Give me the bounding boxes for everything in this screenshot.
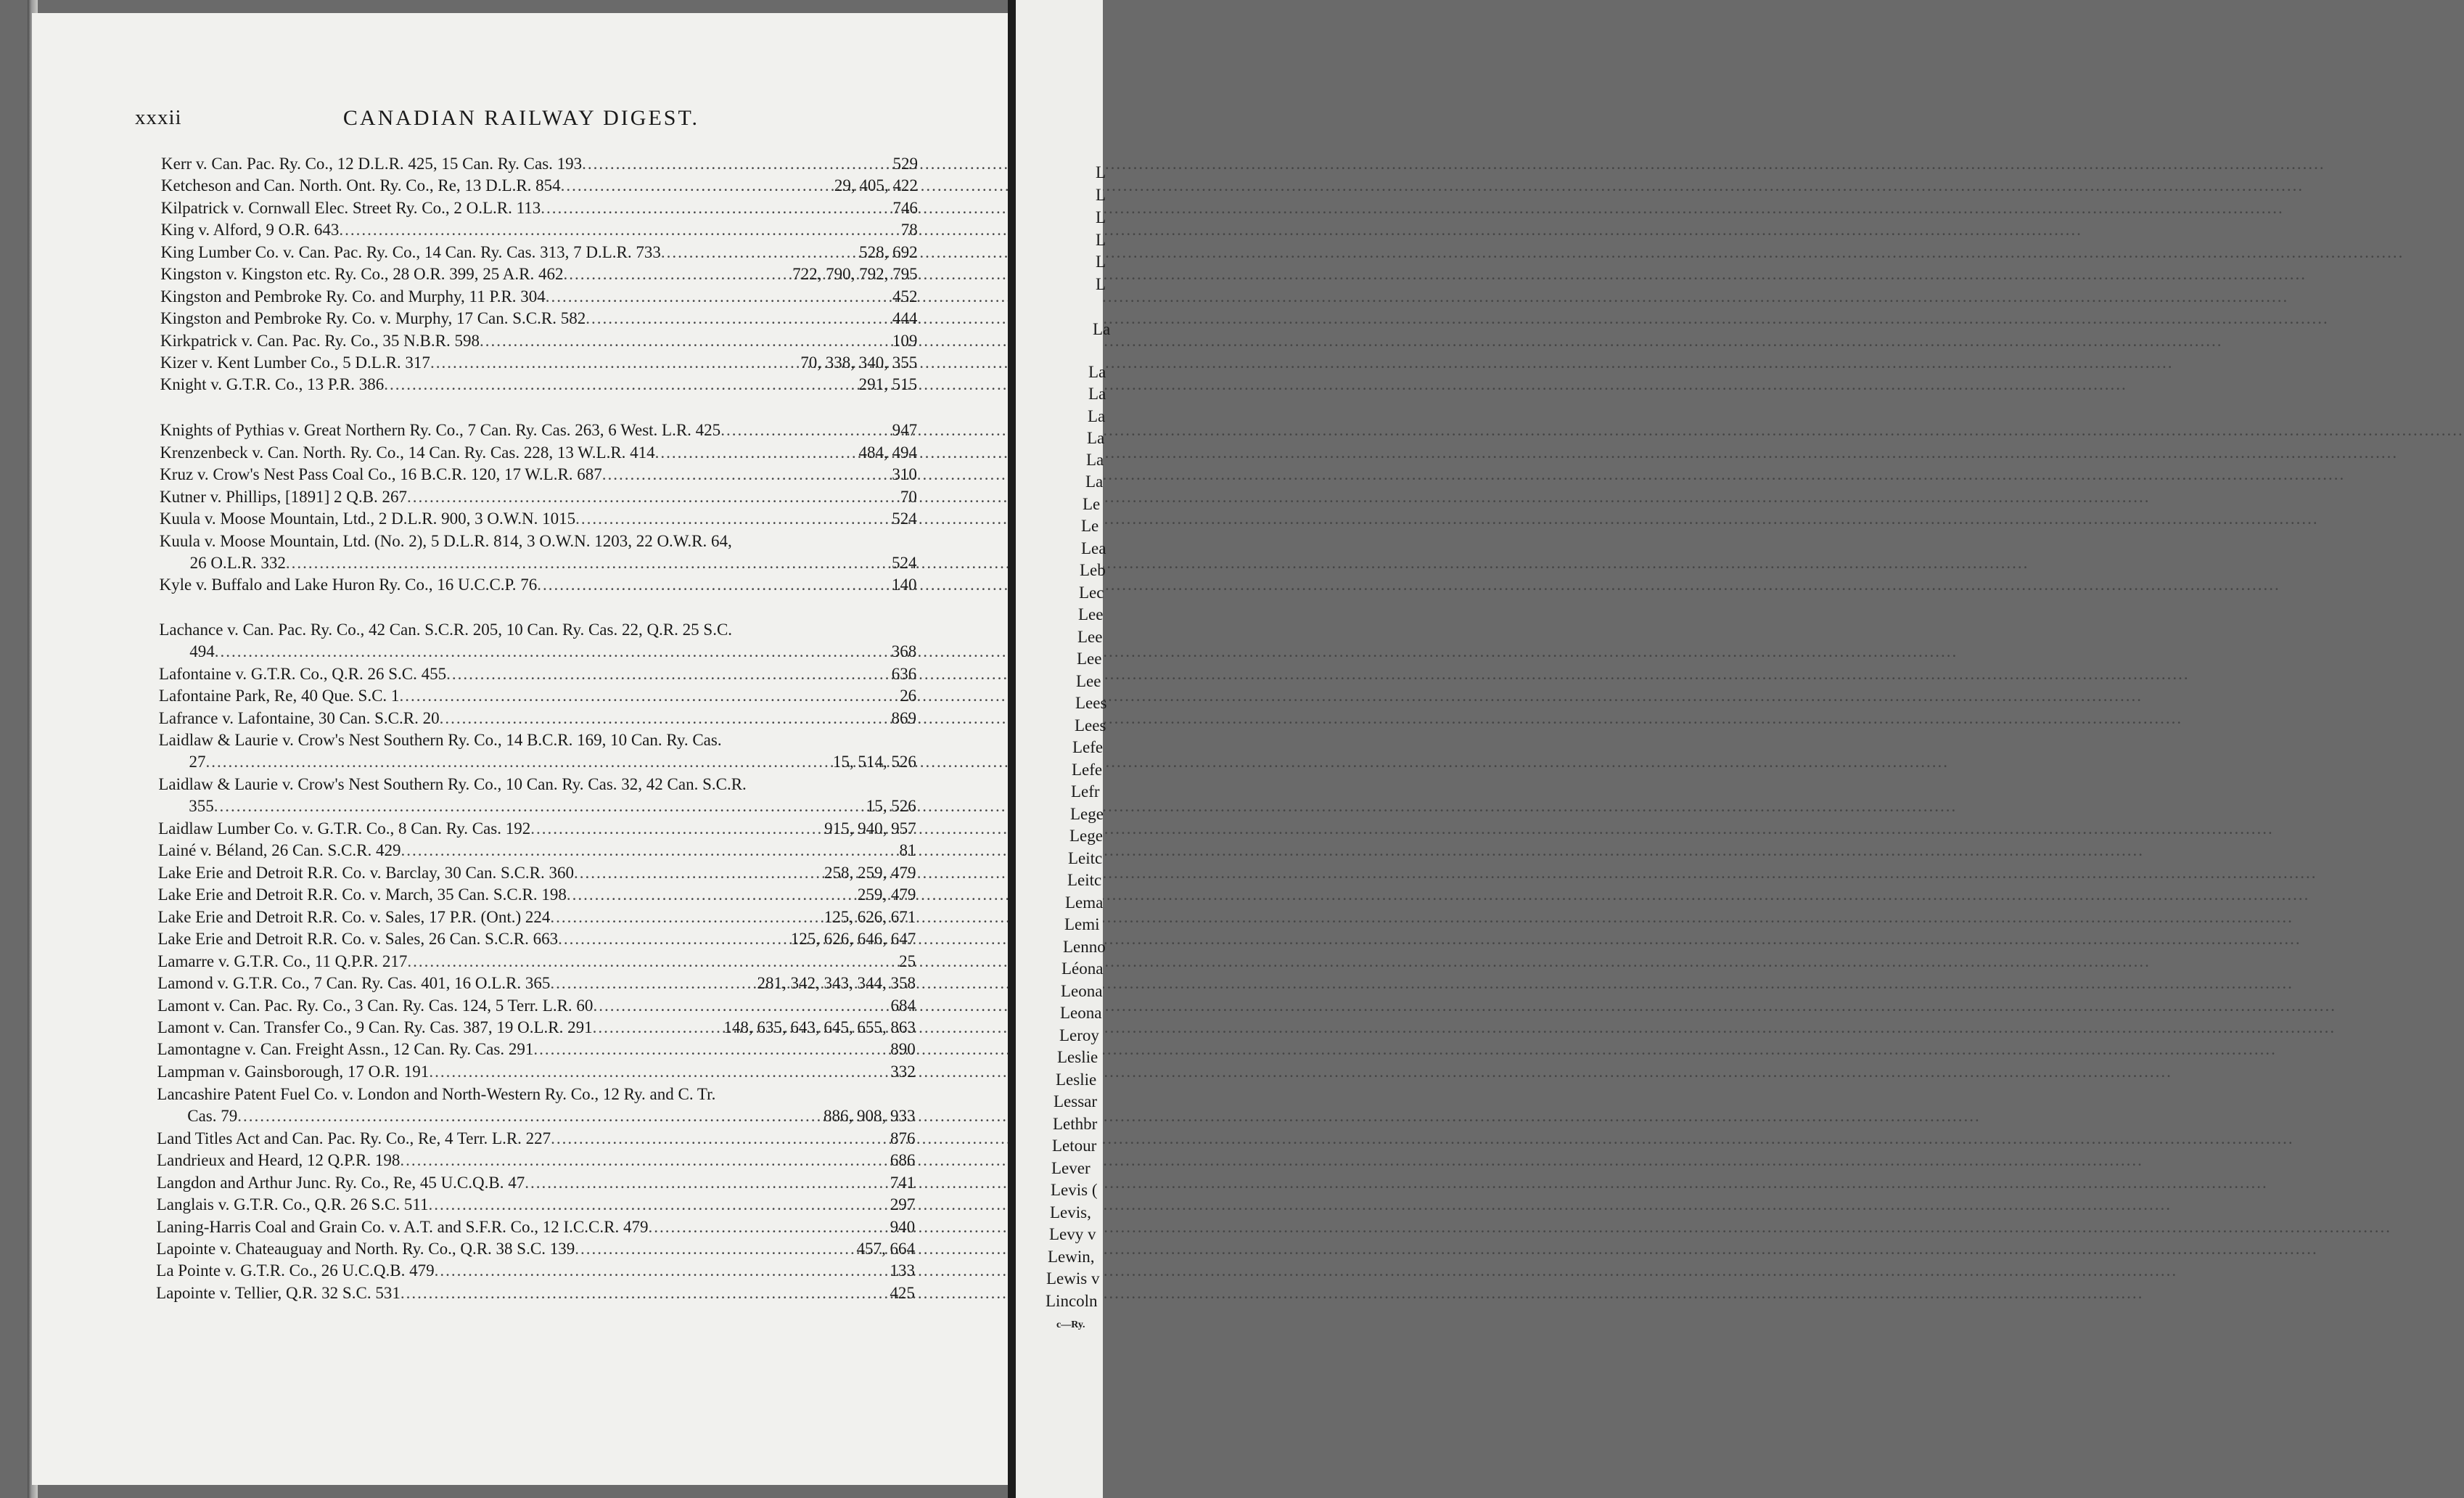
facing-page-line: Le <box>1083 495 1101 513</box>
page-number: xxxii <box>135 106 182 129</box>
entry-page-references: 368 <box>891 642 917 660</box>
entry-page-references: 281, 342, 343, 344, 358 <box>757 974 916 992</box>
book-page <box>32 13 1008 1485</box>
dot-leader <box>575 509 892 529</box>
entry-page-references: 258, 259, 479 <box>824 864 916 882</box>
index-entry <box>159 708 916 729</box>
entry-page-references: 15, 514, 526 <box>832 753 916 771</box>
dot-leader <box>399 686 900 706</box>
entry-citation: Laidlaw Lumber Co. v. G.T.R. Co., 8 Can. Ry. Cas. 192 <box>158 819 531 838</box>
dot-leader <box>567 885 858 905</box>
entry-page-references: 484, 494 <box>858 443 917 462</box>
facing-page-line: L <box>1096 275 1106 293</box>
entry-citation: Lake Erie and Detroit R.R. Co. v. Barclay, 30 Can. S.C.R. 360 <box>157 864 574 882</box>
facing-page-line: Levis, <box>1050 1203 1091 1221</box>
facing-page <box>1016 0 1111 1498</box>
facing-page-line: Lea <box>1081 539 1106 557</box>
entry-page-references: 722, 790, 792, 795 <box>792 265 918 283</box>
facing-page-line: Lever <box>1051 1159 1091 1177</box>
entry-citation: Lamarre v. G.T.R. Co., 11 Q.P.R. 217 <box>157 952 408 970</box>
facing-page-line: La <box>1085 472 1104 491</box>
index-entry <box>158 819 916 839</box>
entry-citation: 27 <box>189 753 206 771</box>
entry-citation: Laidlaw & Laurie v. Crow's Nest Southern Ry. Co., 10 Can. Ry. Cas. 32, 42 Can. S.C.R. <box>158 775 747 793</box>
entry-citation: Lake Erie and Detroit R.R. Co. v. Sales, 26 Can. S.C.R. 663 <box>157 930 559 948</box>
facing-page-line: Lenno <box>1063 938 1106 956</box>
facing-page-line: La <box>1093 320 1111 338</box>
entry-page-references: 524 <box>892 509 917 528</box>
facing-page-line: L <box>1096 253 1106 271</box>
entry-citation: Lafontaine v. G.T.R. Co., Q.R. 26 S.C. 455 <box>159 665 447 683</box>
entry-page-references: 310 <box>892 465 917 483</box>
dot-leader <box>286 553 892 573</box>
index-entry <box>159 620 916 640</box>
running-title: CANADIAN RAILWAY DIGEST. <box>342 106 700 130</box>
dot-leader <box>440 708 892 729</box>
entry-citation: Lafontaine Park, Re, 40 Que. S.C. 1 <box>158 687 400 705</box>
entry-citation: Lamond v. G.T.R. Co., 7 Can. Ry. Cas. 401, 16 O.L.R. 365 <box>157 974 551 992</box>
entry-citation: Landrieux and Heard, 12 Q.P.R. 198 <box>156 1151 401 1169</box>
facing-page-line: La <box>1088 407 1106 425</box>
dot-leader <box>435 1261 890 1281</box>
facing-page-line: Leitc <box>1067 871 1102 889</box>
dot-leader <box>558 929 791 949</box>
index-entry <box>160 331 917 351</box>
dot-leader <box>407 951 899 972</box>
entry-page-references: 425 <box>890 1284 915 1302</box>
dot-leader <box>655 443 859 463</box>
entry-citation: Kizer v. Kent Lumber Co., 5 D.L.R. 317 <box>160 353 430 372</box>
dot-leader <box>563 264 792 285</box>
dot-leader <box>401 1283 890 1303</box>
entry-citation: Lamont v. Can. Transfer Co., 9 Can. Ry. Cas. 387, 19 O.L.R. 291 <box>157 1018 593 1036</box>
dot-leader <box>525 1173 890 1193</box>
index-entry <box>157 929 916 949</box>
entry-citation: Ketcheson and Can. North. Ont. Ry. Co., Re, 13 D.L.R. 854 <box>160 176 561 195</box>
entry-citation: Lapointe v. Tellier, Q.R. 32 S.C. 531 <box>156 1284 401 1302</box>
entry-page-references: 452 <box>892 287 918 306</box>
dot-leader <box>550 907 824 928</box>
dot-leader <box>400 1150 890 1171</box>
entry-citation: Lancashire Patent Fuel Co. v. London and North-Western Ry. Co., 12 Ry. and C. Tr. <box>157 1085 716 1103</box>
entry-citation: Lainé v. Béland, 26 Can. S.C.R. 429 <box>157 841 401 859</box>
dot-leader <box>480 331 892 351</box>
entry-citation: Lake Erie and Detroit R.R. Co. v. March, 35 Can. S.C.R. 198 <box>157 885 567 904</box>
index-entry <box>158 907 916 928</box>
index-entry <box>157 1062 916 1082</box>
entry-page-references: 528, 692 <box>859 243 918 261</box>
entry-citation: Cas. 79 <box>187 1107 238 1125</box>
entry-page-references: 291, 515 <box>858 375 918 393</box>
index-entry <box>187 1106 915 1126</box>
entry-page-references: 741 <box>890 1174 916 1192</box>
entry-page-references: 947 <box>892 421 918 439</box>
facing-page-line: Leitc <box>1068 849 1103 867</box>
facing-page-line: L <box>1096 231 1106 249</box>
dot-leader <box>430 353 800 373</box>
index-entry <box>160 308 917 329</box>
facing-page-line: Lema <box>1065 893 1104 912</box>
dot-leader <box>546 287 892 307</box>
entry-citation: Land Titles Act and Can. Pac. Ry. Co., Re, 4 Terr. L.R. 227 <box>157 1129 551 1147</box>
entry-citation: Lake Erie and Detroit R.R. Co. v. Sales, 17 P.R. (Ont.) 224 <box>157 908 551 926</box>
index-entry <box>161 154 918 174</box>
dot-leader <box>574 863 824 883</box>
facing-page-line: Letour <box>1052 1137 1097 1155</box>
entry-page-references: 915, 940, 957 <box>824 819 916 838</box>
facing-page-lines <box>1016 0 1111 1498</box>
index-entry <box>160 464 917 485</box>
entry-citation: Laidlaw & Laurie v. Crow's Nest Southern Ry. Co., 14 B.C.R. 169, 10 Can. Ry. Cas. <box>158 731 722 749</box>
dot-leader <box>541 198 892 218</box>
dot-leader <box>720 420 892 441</box>
entry-citation: King Lumber Co. v. Can. Pac. Ry. Co., 14 Can. Ry. Cas. 313, 7 D.L.R. 733 <box>160 243 661 261</box>
index-entry <box>158 885 916 905</box>
facing-page-line: La <box>1088 385 1106 403</box>
dot-leader <box>561 176 834 196</box>
index-entry <box>160 443 917 463</box>
entry-page-references: 26 <box>900 687 917 705</box>
entry-page-references: 70, 338, 340, 355 <box>800 353 918 372</box>
entry-citation: Lamontagne v. Can. Freight Assn., 12 Can. Ry. Cas. 291 <box>157 1040 534 1058</box>
entry-page-references: 25 <box>899 952 916 970</box>
entry-page-references: 940 <box>890 1218 916 1236</box>
entry-page-references: 140 <box>891 576 917 594</box>
index-entries <box>32 13 1008 1485</box>
index-entry <box>157 1217 916 1237</box>
dot-leader <box>384 374 858 395</box>
facing-page-line: L <box>1096 163 1106 181</box>
dot-leader <box>215 642 892 662</box>
dot-leader <box>602 464 892 485</box>
dot-leader <box>550 973 757 994</box>
index-entry <box>161 176 918 196</box>
entry-citation: Lampman v. Gainsborough, 17 O.R. 191 <box>157 1063 430 1081</box>
entry-page-references: 332 <box>890 1063 916 1081</box>
facing-page-line: Lewin, <box>1048 1248 1095 1266</box>
index-entry <box>157 1084 915 1105</box>
index-entry <box>160 487 917 507</box>
dot-leader <box>575 1239 856 1259</box>
facing-page-line: Lincoln <box>1046 1292 1098 1310</box>
dot-leader <box>429 1195 890 1215</box>
facing-page-line: Leslie <box>1056 1071 1097 1089</box>
entry-page-references: 457, 664 <box>856 1240 916 1258</box>
facing-page-line: Lege <box>1070 805 1104 823</box>
entry-page-references: 890 <box>890 1040 916 1058</box>
index-entry <box>159 575 916 595</box>
index-entry <box>157 973 916 994</box>
facing-page-line: Lees <box>1075 694 1107 712</box>
entry-page-references: 529 <box>892 155 918 173</box>
entry-citation: Kirkpatrick v. Can. Pac. Ry. Co., 35 N.B.R. 598 <box>160 332 480 350</box>
entry-page-references: 29, 405, 422 <box>834 176 918 195</box>
facing-page-line: Lees <box>1075 716 1106 734</box>
dot-leader <box>530 819 824 839</box>
dot-leader <box>593 1018 724 1038</box>
index-entry <box>157 951 916 972</box>
dot-leader <box>551 1129 890 1149</box>
facing-page-line: Lessar <box>1054 1092 1098 1110</box>
facing-page-line: Leona <box>1060 1004 1102 1022</box>
entry-citation: Lamont v. Can. Pac. Ry. Co., 3 Can. Ry. Cas. 124, 5 Terr. L.R. 60 <box>157 996 594 1015</box>
facing-page-line: Leona <box>1061 982 1103 1000</box>
entry-citation: Kilpatrick v. Cornwall Elec. Street Ry. Co., 2 O.L.R. 113 <box>160 199 541 217</box>
dot-leader <box>339 220 900 240</box>
index-entry <box>160 531 917 552</box>
entry-page-references: 15, 526 <box>866 797 916 815</box>
facing-page-line: Le <box>1081 517 1099 535</box>
facing-page-line: L <box>1096 208 1106 226</box>
facing-page-line: Lefe <box>1072 761 1103 779</box>
facing-page-line: Leroy <box>1059 1026 1099 1044</box>
index-entry <box>156 1261 915 1281</box>
dot-leader <box>586 308 892 329</box>
entry-page-references: 125, 626, 671 <box>824 908 916 926</box>
facing-page-line: Lefe <box>1072 738 1104 756</box>
facing-page-line: Lemi <box>1064 915 1100 933</box>
index-entry <box>159 686 916 706</box>
index-entry <box>161 198 918 218</box>
entry-page-references: 636 <box>891 665 917 683</box>
entry-page-references: 746 <box>892 199 918 217</box>
entry-page-references: 686 <box>890 1151 916 1169</box>
entry-page-references: 70 <box>900 488 917 506</box>
index-entry <box>160 420 917 441</box>
entry-citation: Langlais v. G.T.R. Co., Q.R. 26 S.C. 511 <box>156 1195 429 1213</box>
entry-citation: Kingston v. Kingston etc. Ry. Co., 28 O.R. 399, 25 A.R. 462 <box>160 265 564 283</box>
index-entry <box>157 996 916 1016</box>
entry-citation: Kuula v. Moose Mountain, Ltd. (No. 2), 5 D.L.R. 814, 3 O.W.N. 1203, 22 O.W.R. 64, <box>159 532 732 550</box>
index-entry <box>157 1018 916 1038</box>
facing-page-line: La <box>1086 451 1104 469</box>
index-entry <box>158 840 916 861</box>
entry-citation: 494 <box>189 642 215 660</box>
entry-page-references: 869 <box>891 709 917 727</box>
entry-page-references: 109 <box>892 332 918 350</box>
facing-page-line: Lee <box>1077 650 1102 668</box>
dot-leader <box>593 996 890 1016</box>
index-entry <box>159 730 916 750</box>
facing-page-line: Lee <box>1076 672 1101 690</box>
index-entry <box>160 509 917 529</box>
facing-page-line: Léona <box>1061 959 1104 978</box>
entry-citation: Krenzenbeck v. Can. North. Ry. Co., 14 Can. Ry. Cas. 228, 13 W.L.R. 414 <box>160 443 655 462</box>
index-entry <box>161 220 918 240</box>
index-entry <box>156 1239 915 1259</box>
entry-citation: Kerr v. Can. Pac. Ry. Co., 12 D.L.R. 425, 15 Can. Ry. Cas. 193 <box>161 155 583 173</box>
entry-citation: Kingston and Pembroke Ry. Co. v. Murphy, 17 Can. S.C.R. 582 <box>160 309 586 327</box>
facing-page-line: Leb <box>1080 561 1106 579</box>
index-entry <box>160 353 918 373</box>
entry-citation: 26 O.L.R. 332 <box>189 554 286 572</box>
entry-citation: Kutner v. Phillips, [1891] 2 Q.B. 267 <box>160 488 407 506</box>
page-header <box>135 106 908 135</box>
index-entry <box>157 1173 915 1193</box>
facing-page-line: La <box>1087 429 1105 447</box>
index-entry <box>189 752 916 772</box>
index-entry <box>156 1283 915 1303</box>
index-entry <box>159 664 916 684</box>
dot-leader <box>533 1039 890 1060</box>
facing-page-line: Lefr <box>1071 782 1100 801</box>
facing-page-line: Lec <box>1079 584 1104 602</box>
index-entry <box>158 774 916 795</box>
facing-page-line: Levy v <box>1049 1225 1096 1243</box>
dot-leader <box>407 487 900 507</box>
dot-leader <box>537 575 892 595</box>
entry-page-references: 886, 908, 933 <box>824 1107 916 1125</box>
dot-leader <box>206 752 833 772</box>
entry-citation: Knights of Pythias v. Great Northern Ry. Co., 7 Can. Ry. Cas. 263, 6 West. L.R. 425 <box>160 421 721 439</box>
entry-page-references: 259, 479 <box>857 885 916 904</box>
entry-page-references: 148, 635, 643, 645, 655, 863 <box>723 1018 916 1036</box>
entry-page-references: 444 <box>892 309 918 327</box>
index-entry <box>157 1150 915 1171</box>
entry-citation: Kruz v. Crow's Nest Pass Coal Co., 16 B.C.R. 120, 17 W.L.R. 687 <box>160 465 602 483</box>
entry-citation: Knight v. G.T.R. Co., 13 P.R. 386 <box>160 375 385 393</box>
entry-citation: Kuula v. Moose Mountain, Ltd., 2 D.L.R. 900, 3 O.W.N. 1015 <box>159 509 576 528</box>
entry-page-references: 524 <box>892 554 917 572</box>
entry-page-references: 125, 626, 646, 647 <box>790 930 916 948</box>
index-entry <box>160 374 918 395</box>
dot-leader <box>582 154 892 174</box>
dot-leader <box>237 1106 824 1126</box>
entry-citation: Kyle v. Buffalo and Lake Huron Ry. Co., 16 U.C.C.P. 76 <box>159 576 538 594</box>
entry-citation: 355 <box>189 797 214 815</box>
entry-citation: Lafrance v. Lafontaine, 30 Can. S.C.R. 20 <box>158 709 440 727</box>
entry-citation: Kingston and Pembroke Ry. Co. and Murphy, 11 P.R. 304 <box>160 287 546 306</box>
facing-page-line: Leslie <box>1057 1048 1098 1066</box>
entry-page-references: 133 <box>890 1261 915 1280</box>
dot-leader <box>214 796 866 816</box>
index-entry <box>157 1039 916 1060</box>
index-entry <box>160 287 917 307</box>
dot-leader <box>429 1062 890 1082</box>
facing-page-line: L <box>1096 186 1106 204</box>
facing-page-line: La <box>1088 363 1106 381</box>
index-entry <box>189 642 916 662</box>
index-entry <box>160 264 917 285</box>
dot-leader <box>446 664 892 684</box>
entry-citation: La Pointe v. G.T.R. Co., 26 U.C.Q.B. 479 <box>156 1261 435 1280</box>
index-entry <box>157 1129 915 1149</box>
entry-citation: King v. Alford, 9 O.R. 643 <box>160 221 340 239</box>
index-entry <box>190 553 917 573</box>
facing-page-line: Levis ( <box>1051 1181 1098 1199</box>
index-entry <box>158 863 916 883</box>
index-entry <box>189 796 916 816</box>
facing-page-line: Lewis v <box>1046 1269 1100 1288</box>
dot-leader <box>661 242 859 263</box>
facing-page-line: Lege <box>1069 827 1103 845</box>
signature-note: c—Ry. <box>1056 1319 1085 1330</box>
index-entry <box>160 242 917 263</box>
entry-page-references: 297 <box>890 1195 916 1213</box>
entry-page-references: 81 <box>899 841 916 859</box>
entry-page-references: 876 <box>890 1129 916 1147</box>
index-entry <box>157 1195 916 1215</box>
dot-leader <box>648 1217 890 1237</box>
facing-page-line: Lethbr <box>1053 1115 1098 1133</box>
entry-citation: Langdon and Arthur Junc. Ry. Co., Re, 45 U.C.Q.B. 47 <box>156 1174 525 1192</box>
entry-citation: Lachance v. Can. Pac. Ry. Co., 42 Can. S.C.R. 205, 10 Can. Ry. Cas. 22, Q.R. 25 S.C. <box>159 621 733 639</box>
dot-leader <box>401 840 899 861</box>
entry-page-references: 684 <box>890 996 916 1015</box>
facing-page-line: Lee <box>1078 605 1104 623</box>
entry-page-references: 78 <box>900 221 918 239</box>
entry-citation: Laning-Harris Coal and Grain Co. v. A.T. and S.F.R. Co., 12 I.C.C.R. 479 <box>156 1218 649 1236</box>
entry-citation: Lapointe v. Chateauguay and North. Ry. Co., Q.R. 38 S.C. 139 <box>156 1240 575 1258</box>
facing-page-line: Lee <box>1077 628 1103 646</box>
